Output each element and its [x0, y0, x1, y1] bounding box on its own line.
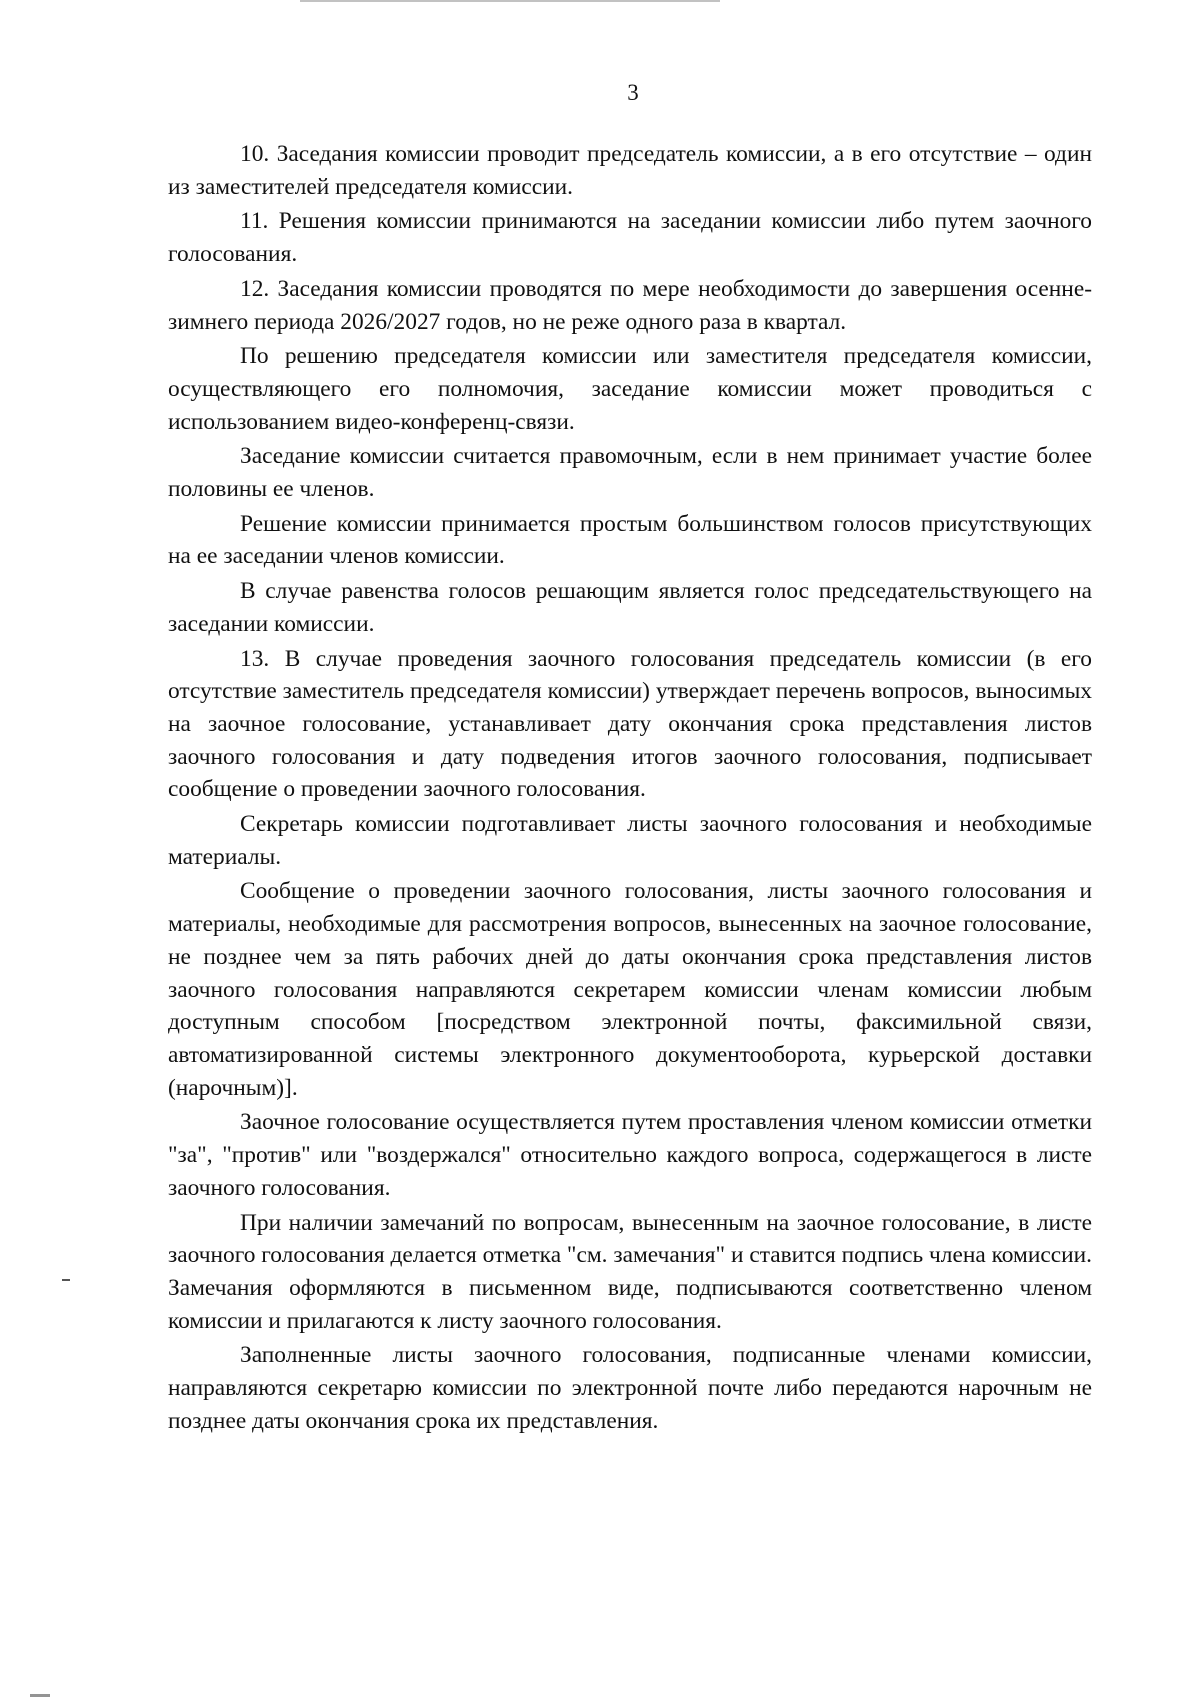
paragraph-13: 13. В случае проведения заочного голосования председатель комиссии (в его отсутствие заместитель председателя комиссии) утверждает перечень вопросов, выносимых на заочное голосование, устанавливает дату окончания срока представления листов заочного голосования и дату подведения итогов заочного голосования, подписывает сообщение о проведении заочного голосования. — [168, 645, 1092, 803]
paragraph-remarks: При наличии замечаний по вопросам, вынесенным на заочное голосование, в листе заочного голосования делается отметка "см. замечания" и ставится подпись члена комиссии. Замечания оформляются в письменном виде, подписываются соответственно членом комиссии и прилагаются к листу заочного голосования. — [168, 1209, 1092, 1334]
paragraph-10: 10. Заседания комиссии проводит председатель комиссии, а в его отсутствие – один из заместителей председателя комиссии. — [168, 141, 1092, 200]
paragraph-notification: Сообщение о проведении заочного голосования, листы заочного голосования и материалы, необходимые для рассмотрения вопросов, вынесенных на заочное голосование, не позднее чем за пять рабочих дней до даты окончания срока представления листов заочного голосования направляются секретарем комиссии членам комиссии любым доступным способом [посредством электронной почты, факсимильной связи, автоматизированной системы электронного документооборота, курьерской доставки (нарочным)]. — [168, 878, 1092, 1101]
paragraph-12: 12. Заседания комиссии проводятся по мере необходимости до завершения осенне-зимнего периода 2026/2027 годов, но не реже одного раза в квартал. — [168, 275, 1092, 335]
paragraph-tie-vote: В случае равенства голосов решающим является голос председательствующего на заседании комиссии. — [168, 578, 1092, 637]
page-number: 3 — [627, 80, 639, 105]
paragraph-video-conference: По решению председателя комиссии или заместителя председателя комиссии, осуществляющего его полномочия, заседание комиссии может проводиться с использованием видео-конференц-связи. — [168, 343, 1092, 435]
corner-scan-mark — [30, 1694, 50, 1697]
scan-edge-mark — [300, 0, 720, 2]
paragraph-majority: Решение комиссии принимается простым большинством голосов присутствующих на ее заседании членов комиссии. — [168, 510, 1092, 570]
paragraph-quorum: Заседание комиссии считается правомочным, если в нем принимает участие более половины ее членов. — [168, 443, 1092, 503]
margin-scan-mark — [62, 1279, 70, 1281]
paragraph-voting-marks: Заочное голосование осуществляется путем проставления членом комиссии отметки "за", "против" или "воздержался" относительно каждого вопроса, содержащегося в листе заочного голосования. — [168, 1109, 1092, 1201]
paragraph-secretary-materials: Секретарь комиссии подготавливает листы заочного голосования и необходимые материалы. — [168, 811, 1092, 870]
document-body — [168, 138, 1092, 1439]
paragraph-11: 11. Решения комиссии принимаются на заседании комиссии либо путем заочного голосования. — [168, 208, 1092, 268]
paragraph-submission: Заполненные листы заочного голосования, подписанные членами комиссии, направляются секретарю комиссии по электронной почте либо передаются нарочным не позднее даты окончания срока их представления. — [168, 1342, 1092, 1434]
